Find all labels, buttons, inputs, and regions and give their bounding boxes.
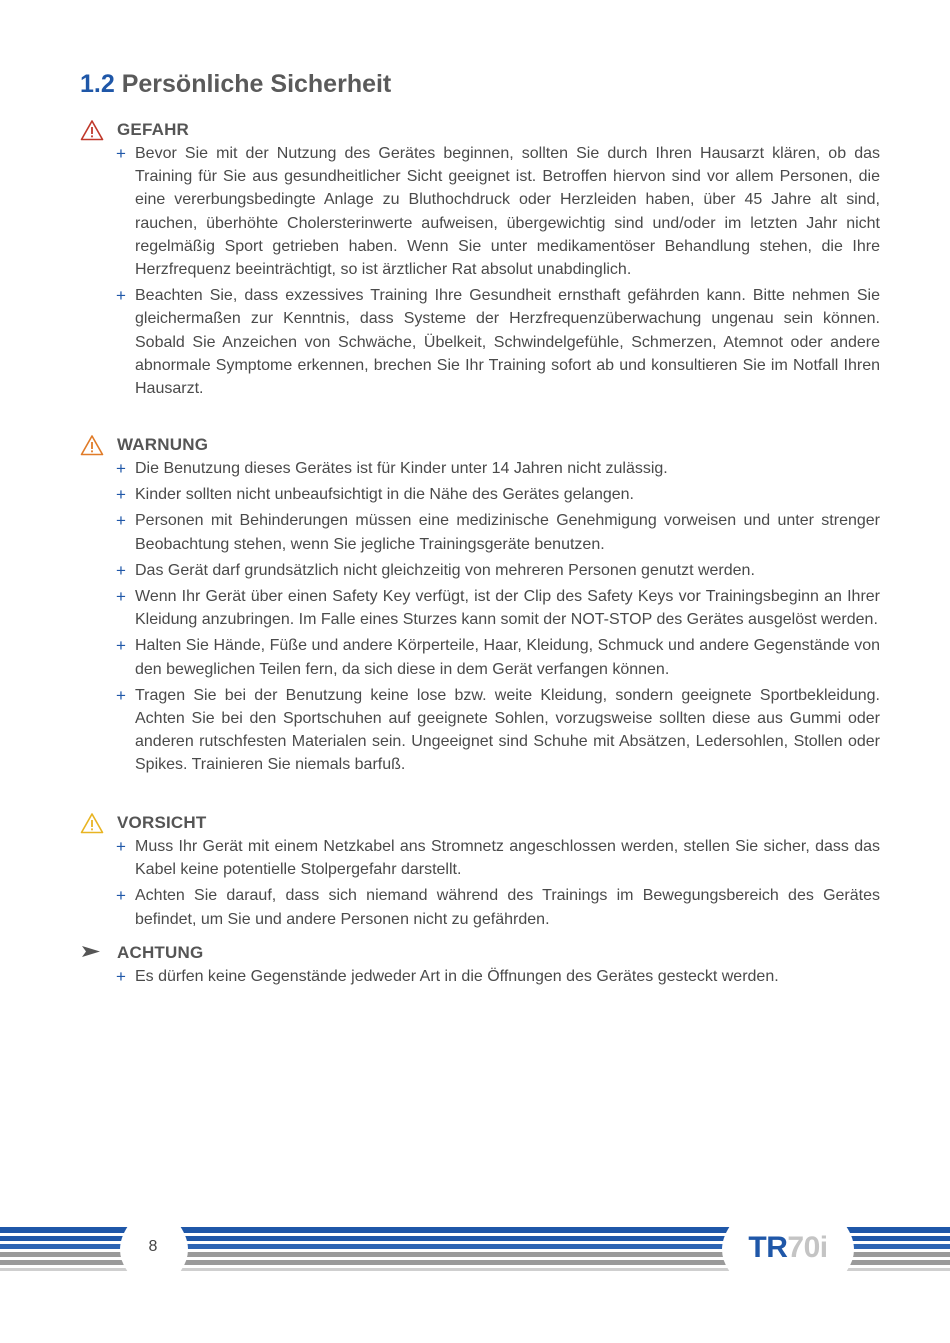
caution-section: [80, 811, 880, 934]
page-footer: [0, 1222, 950, 1274]
pointer-arrow-icon: [80, 942, 104, 964]
list-item: + Achten Sie darauf, dass sich niemand während des Trainings im Bewegungsbereich des Gerätes befindet, um Sie und andere Personen nicht zu gefährden.: [135, 884, 880, 930]
warning-section: [80, 433, 880, 780]
warning-triangle-orange-icon: [80, 434, 104, 456]
list-item: + Die Benutzung dieses Gerätes ist für Kinder unter 14 Jahren nicht zulässig.: [135, 457, 880, 480]
list-item: + Tragen Sie bei der Benutzung keine lose bzw. weite Kleidung, sondern geeignete Sportbekleidung. Achten Sie bei den Sportschuhen auf geeignete Sohlen, vorzugsweise sollten diese aus Gummi oder anderen rutschfesten Materialen sein. Ungeeignet sind Schuhe mit Absätzen, Ledersohlen, Stollen oder Spikes. Trainieren Sie niemals barfuß.: [135, 684, 880, 777]
list-item: + Das Gerät darf grundsätzlich nicht gleichzeitig von mehreren Personen genutzt werden.: [135, 559, 880, 582]
warning-triangle-yellow-icon: [80, 812, 104, 834]
logo-suffix: 70i: [787, 1231, 828, 1264]
list-item: + Wenn Ihr Gerät über einen Safety Key verfügt, ist der Clip des Safety Keys vor Trainingsbeginn an Ihrer Kleidung anzubringen. Im Falle eines Sturzes kann somit der NOT-STOP des Gerätes ausgelöst werden.: [135, 585, 880, 631]
list-item: + Muss Ihr Gerät mit einem Netzkabel ans Stromnetz angeschlossen werden, stellen Sie sicher, dass das Kabel keine potentielle Stolpergefahr darstellt.: [135, 835, 880, 881]
warning-title: WARNUNG: [117, 435, 209, 454]
attention-section: [80, 941, 880, 991]
warning-heading: [80, 433, 880, 457]
list-item: + Halten Sie Hände, Füße und andere Körperteile, Haar, Kleidung, Schmuck und andere Gegenstände von den beweglichen Teilen fern, da sich diese in dem Gerät verfangen können.: [135, 634, 880, 680]
warning-triangle-red-icon: [80, 119, 104, 141]
attention-list: [80, 965, 880, 988]
logo-model: TR: [748, 1231, 788, 1264]
section-title: Persönliche Sicherheit: [121, 70, 392, 98]
list-item: + Kinder sollten nicht unbeaufsichtigt in die Nähe des Gerätes gelangen.: [135, 483, 880, 506]
list-item: + Beachten Sie, dass exzessives Training Ihre Gesundheit ernsthaft gefährden kann. Bitte nehmen Sie gleichermaßen zur Kenntnis, dass Systeme der Herzfrequenzüberwachung ungenau sein können. Sobald Sie Anzeichen von Schwäche, Übelkeit, Schwindelgefühle, Schmerzen, Atemnot oder andere abnormale Symptome erkennen, brechen Sie Ihr Training sofort ab und konsultieren Sie im Notfall Ihren Hausarzt.: [135, 284, 880, 400]
caution-list: [80, 835, 880, 931]
danger-section: [80, 118, 880, 403]
caution-heading: [80, 811, 880, 835]
section-number: 1.2: [80, 70, 115, 98]
list-item: + Personen mit Behinderungen müssen eine medizinische Genehmigung vorweisen und unter strenger Beobachtung stehen, wenn Sie jegliche Trainingsgeräte benutzen.: [135, 509, 880, 555]
page-title: [80, 70, 391, 99]
list-item: + Es dürfen keine Gegenstände jedweder Art in die Öffnungen des Gerätes gesteckt werden.: [135, 965, 880, 988]
danger-heading: [80, 118, 880, 142]
attention-heading: [80, 941, 880, 965]
attention-title: ACHTUNG: [117, 943, 204, 962]
page-number: 8: [148, 1238, 158, 1255]
warning-list: [80, 457, 880, 777]
danger-title: GEFAHR: [117, 120, 190, 139]
list-item: + Bevor Sie mit der Nutzung des Gerätes beginnen, sollten Sie durch Ihren Hausarzt klären, ob das Training für Sie aus gesundheitlicher Sicht geeignet ist. Betroffen hiervon sind vor allem Personen, die eine vererbungsbedingte Anlage zu Bluthochdruck oder Herzleiden haben, über 45 Jahre alt sind, rauchen, überhöhte Cholersterinwerte aufweisen, übergewichtig sind und/oder im letzten Jahr nicht regelmäßig Sport getrieben haben. Wenn Sie unter medikamentöser Behandlung stehen, die Ihre Herzfrequenz beeinträchtigt, so ist ärztlicher Rat absolut unabdinglich.: [135, 142, 880, 281]
caution-title: VORSICHT: [117, 813, 207, 832]
danger-list: [80, 142, 880, 400]
product-logo: [742, 1231, 834, 1265]
